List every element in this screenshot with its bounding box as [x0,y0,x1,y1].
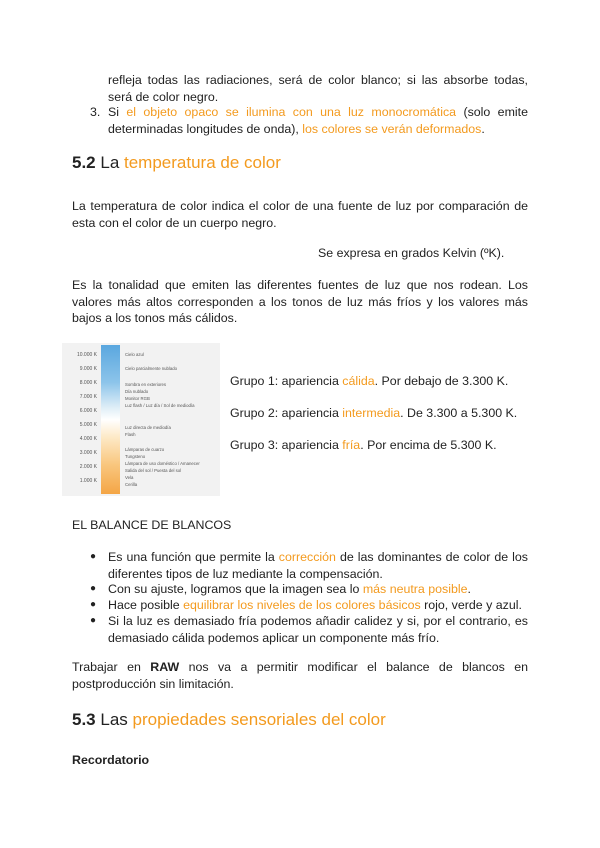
kelvin-label: Sombra en exteriores [125,382,167,387]
kelvin-label: Luz flash / Luz día / Sol de mediodía [125,403,195,408]
kelvin-tick: 2.000 K [79,464,97,470]
raw-bold: RAW [150,660,180,674]
kelvin-tick: 7.000 K [79,394,97,400]
section-heading-title: propiedades sensoriales del color [132,710,386,729]
bullet-text [108,597,528,614]
bullet-text-a: Si la luz es demasiado fría podemos añadir calidez y si, por el contrario, es demasiado cálida podemos aplicar un componente más frío. [108,614,528,645]
bullet-text [108,613,528,646]
bullet-highlight: más neutra posible [362,582,468,596]
section-number: 5.3 [72,710,96,729]
list-item-3-text-b: (solo emite determinadas longitudes de onda), [108,105,528,136]
kelvin-label: Salida del sol / Puesta del sol [125,468,182,473]
group-highlight: cálida [342,374,375,388]
section-number: 5.2 [72,153,96,172]
group-text: Grupo 1: apariencia [230,374,343,388]
list-number-3: 3. [90,105,101,119]
kelvin-tick: 9.000 K [79,366,97,372]
paragraph-raw [72,659,528,692]
bullet-text [108,581,528,598]
bullet-icon: ● [90,551,97,562]
bullet-text [108,549,528,582]
kelvin-label: Luz directa de mediodía [125,425,171,430]
group-highlight: fría [342,438,361,452]
kelvin-label: Cielo azul [125,352,144,357]
kelvin-tick: 6.000 K [79,408,97,414]
group-text: Grupo 3: apariencia [230,438,343,452]
bullet-text-a: Hace posible [108,598,184,612]
bullet-icon: ● [90,583,97,594]
group-range: . Por encima de 5.300 K. [360,438,497,452]
kelvin-label: Cielo parcialmente nublado [125,366,178,371]
kelvin-label: Monitor RGB [125,396,150,401]
group-1-line [230,373,508,390]
kelvin-tick: 4.000 K [79,436,97,442]
bullet-text-b: . [467,582,471,596]
bullet-text-b: de las dominantes de color de los diferentes tipos de luz mediante la compensación. [108,550,528,581]
kelvin-label: Lámparas de cuarzo [125,447,165,452]
kelvin-tick: 10.000 K [76,352,97,358]
kelvin-scale-image [62,343,220,496]
bullet-text-a: Con su ajuste, logramos que la imagen sea lo [108,582,363,596]
kelvin-label: Cerilla [125,482,138,487]
group-text: Grupo 2: apariencia [230,406,343,420]
kelvin-tick: 8.000 K [79,380,97,386]
white-balance-title: EL BALANCE DE BLANCOS [72,518,232,532]
section-heading-title: temperatura de color [124,153,281,172]
kelvin-gradient-bar [101,345,120,494]
raw-text-b: nos va a permitir modificar el balance de blancos en postproducción sin limitación. [72,660,528,691]
group-3-line [230,437,497,454]
paragraph-definition: La temperatura de color indica el color de una fuente de luz por comparación de esta con el color de un cuerpo negro. [72,199,528,230]
list-item-3-text-c: . [481,121,485,136]
kelvin-tick: 5.000 K [79,422,97,428]
section-heading-5-2 [72,153,281,173]
list-item-2-continuation [108,72,528,105]
section-heading-5-3 [72,710,386,730]
bullet-highlight: corrección [278,550,336,564]
kelvin-label: Vela [125,475,134,480]
list-item-3-highlight-2: los colores se verán deformados [302,121,482,136]
paragraph-tonality: Es la tonalidad que emiten las diferentes fuentes de luz que nos rodean. Los valores más altos corresponden a los tonos de luz más fríos y los valores más bajos a los tonos más cálidos. [72,278,528,325]
section-heading-prefix: Las [95,710,133,729]
kelvin-label: Día nublado [125,389,149,394]
list-item-3 [108,104,528,137]
section-heading-prefix: La [95,153,124,172]
group-range: . Por debajo de 3.300 K. [374,374,509,388]
group-2-line [230,405,517,422]
bullet-text-a: Es una función que permite la [108,550,279,564]
group-highlight: intermedia [342,406,401,420]
kelvin-label: Flash [125,432,136,437]
bullet-icon: ● [90,599,97,610]
kelvin-label: Lámpara de uso doméstico / Amanecer [125,461,200,466]
kelvin-label: Tungsteno [125,454,146,459]
bullet-highlight: equilibrar los niveles de los colores básicos [183,598,421,612]
group-range: . De 3.300 a 5.300 K. [400,406,518,420]
kelvin-tick: 1.000 K [79,478,97,484]
paragraph-kelvin-unit: Se expresa en grados Kelvin (ºK). [318,246,505,260]
list-item-3-highlight-1: el objeto opaco se ilumina con una luz monocromática [126,105,457,119]
kelvin-tick: 3.000 K [79,450,97,456]
bullet-text-b: rojo, verde y azul. [420,598,522,612]
raw-text-a: Trabajar en [72,660,151,674]
list-item-text: refleja todas las radiaciones, será de color blanco; si las absorbe todas, será de color negro. [108,73,528,104]
list-item-3-text-a: Si [108,105,127,119]
recordatorio-heading: Recordatorio [72,753,150,767]
bullet-icon: ● [90,615,97,626]
